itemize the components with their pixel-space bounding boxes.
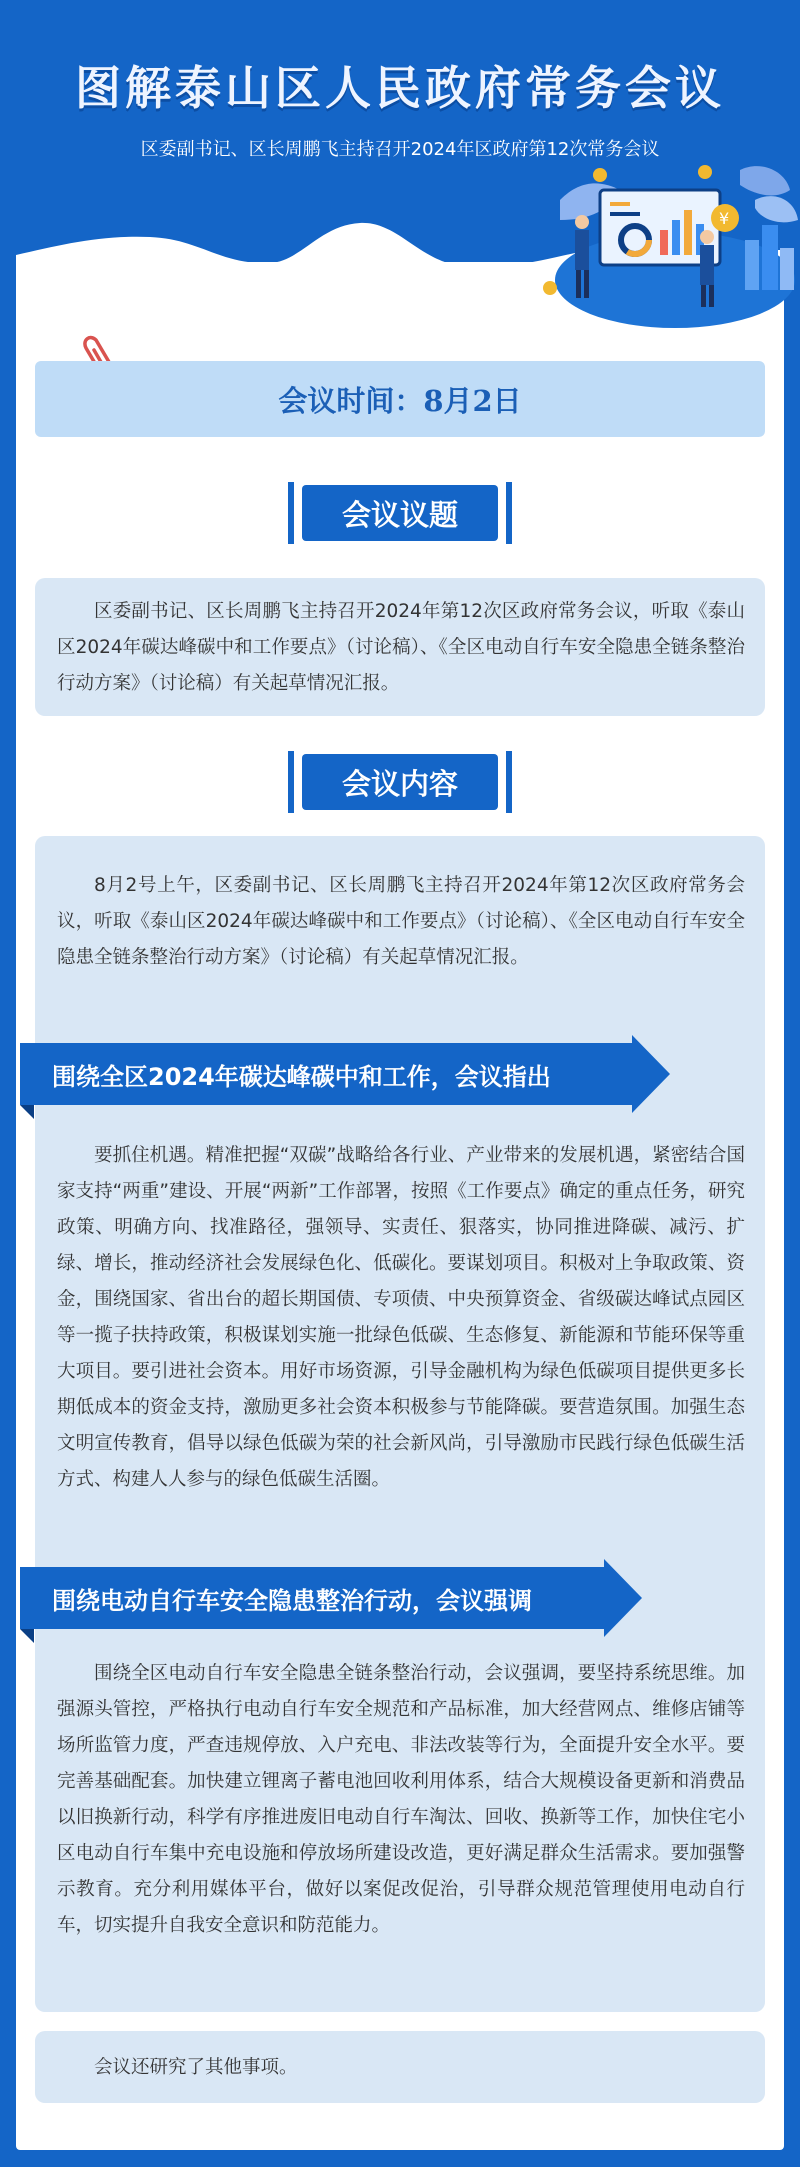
ebike-text: 围绕全区电动自行车安全隐患全链条整治行动，会议强调，要坚持系统思维。加强源头管控，严格执行电动自行车安全规范和产品标准，加大经营网点、维修店铺等场所监管力度，严查违规停放、入户充电、非法改装等行为，全面提升安全水平。要完善基础配套。加快建立锂离子蓄电池回收利用体系，结合大规模设备更新和消费品以旧换新行动，科学有序推进废旧电动自行车淘汰、回收、换新等工作，加快住宅小区电动自行车集中充电设施和停放场所建设改造，更好满足群众生活需求。要加强警示教育。充分利用媒体平台，做好以案促改促治，引导群众规范管理使用电动自行车，切实提升自我安全意识和防范能力。 [57,1663,745,1936]
meeting-time: 会议时间：8月2日 [278,383,522,418]
section-header-content [288,751,512,811]
banner-carbon [20,1043,670,1105]
banner-arrow [632,1035,670,1113]
section-bar-right [506,751,512,813]
other-text: 会议还研究了其他事项。 [94,2057,298,2078]
banner-fold [20,1105,34,1119]
page-title: 图解泰山区人民政府常务会议 [75,61,725,115]
meeting-time-box [35,361,765,437]
section-title-topic: 会议议题 [302,485,498,541]
section-bar-left [288,482,294,544]
topic-text: 区委副书记、区长周鹏飞主持召开2024年第12次区政府常务会议，听取《泰山区2024年碳达峰碳中和工作要点》（讨论稿）、《全区电动自行车安全隐患全链条整治行动方案》（讨论稿）有关起草情况汇报。 [57,601,745,694]
banner-carbon-label: 围绕全区2024年碳达峰碳中和工作，会议指出 [20,1043,632,1105]
section-title-content: 会议内容 [302,754,498,810]
page-subtitle: 区委副书记、区长周鹏飞主持召开2024年区政府第12次常务会议 [140,139,660,160]
banner-fold [20,1629,34,1643]
section-header-topic [288,482,512,542]
content-intro-text: 8月2号上午，区委副书记、区长周鹏飞主持召开2024年第12次区政府常务会议，听取《泰山区2024年碳达峰碳中和工作要点》（讨论稿）、《全区电动自行车安全隐患全链条整治行动方案》（讨论稿）有关起草情况汇报。 [57,875,745,968]
svg-text:¥: ¥ [719,209,730,228]
section-bar-right [506,482,512,544]
banner-arrow [604,1559,642,1637]
header-illustration [540,160,800,330]
banner-ebike [20,1567,642,1629]
banner-ebike-label: 围绕电动自行车安全隐患整治行动，会议强调 [20,1567,604,1629]
section-bar-left [288,751,294,813]
carbon-text: 要抓住机遇。精准把握“双碳”战略给各行业、产业带来的发展机遇，紧密结合国家支持“两重”建设、开展“两新”工作部署，按照《工作要点》确定的重点任务，研究政策、明确方向、找准路径，强领导、实责任、狠落实，协同推进降碳、减污、扩绿、增长，推动经济社会发展绿色化、低碳化。要谋划项目。积极对上争取政策、资金，围绕国家、省出台的超长期国债、专项债、中央预算资金、省级碳达峰试点园区等一揽子扶持政策，积极谋划实施一批绿色低碳、生态修复、新能源和节能环保等重大项目。要引进社会资本。用好市场资源，引导金融机构为绿色低碳项目提供更多长期低成本的资金支持，激励更多社会资本积极参与节能降碳。要营造氛围。加强生态文明宣传教育，倡导以绿色低碳为荣的社会新风尚，引导激励市民践行绿色低碳生活方式、构建人人参与的绿色低碳生活圈。 [57,1145,745,1490]
